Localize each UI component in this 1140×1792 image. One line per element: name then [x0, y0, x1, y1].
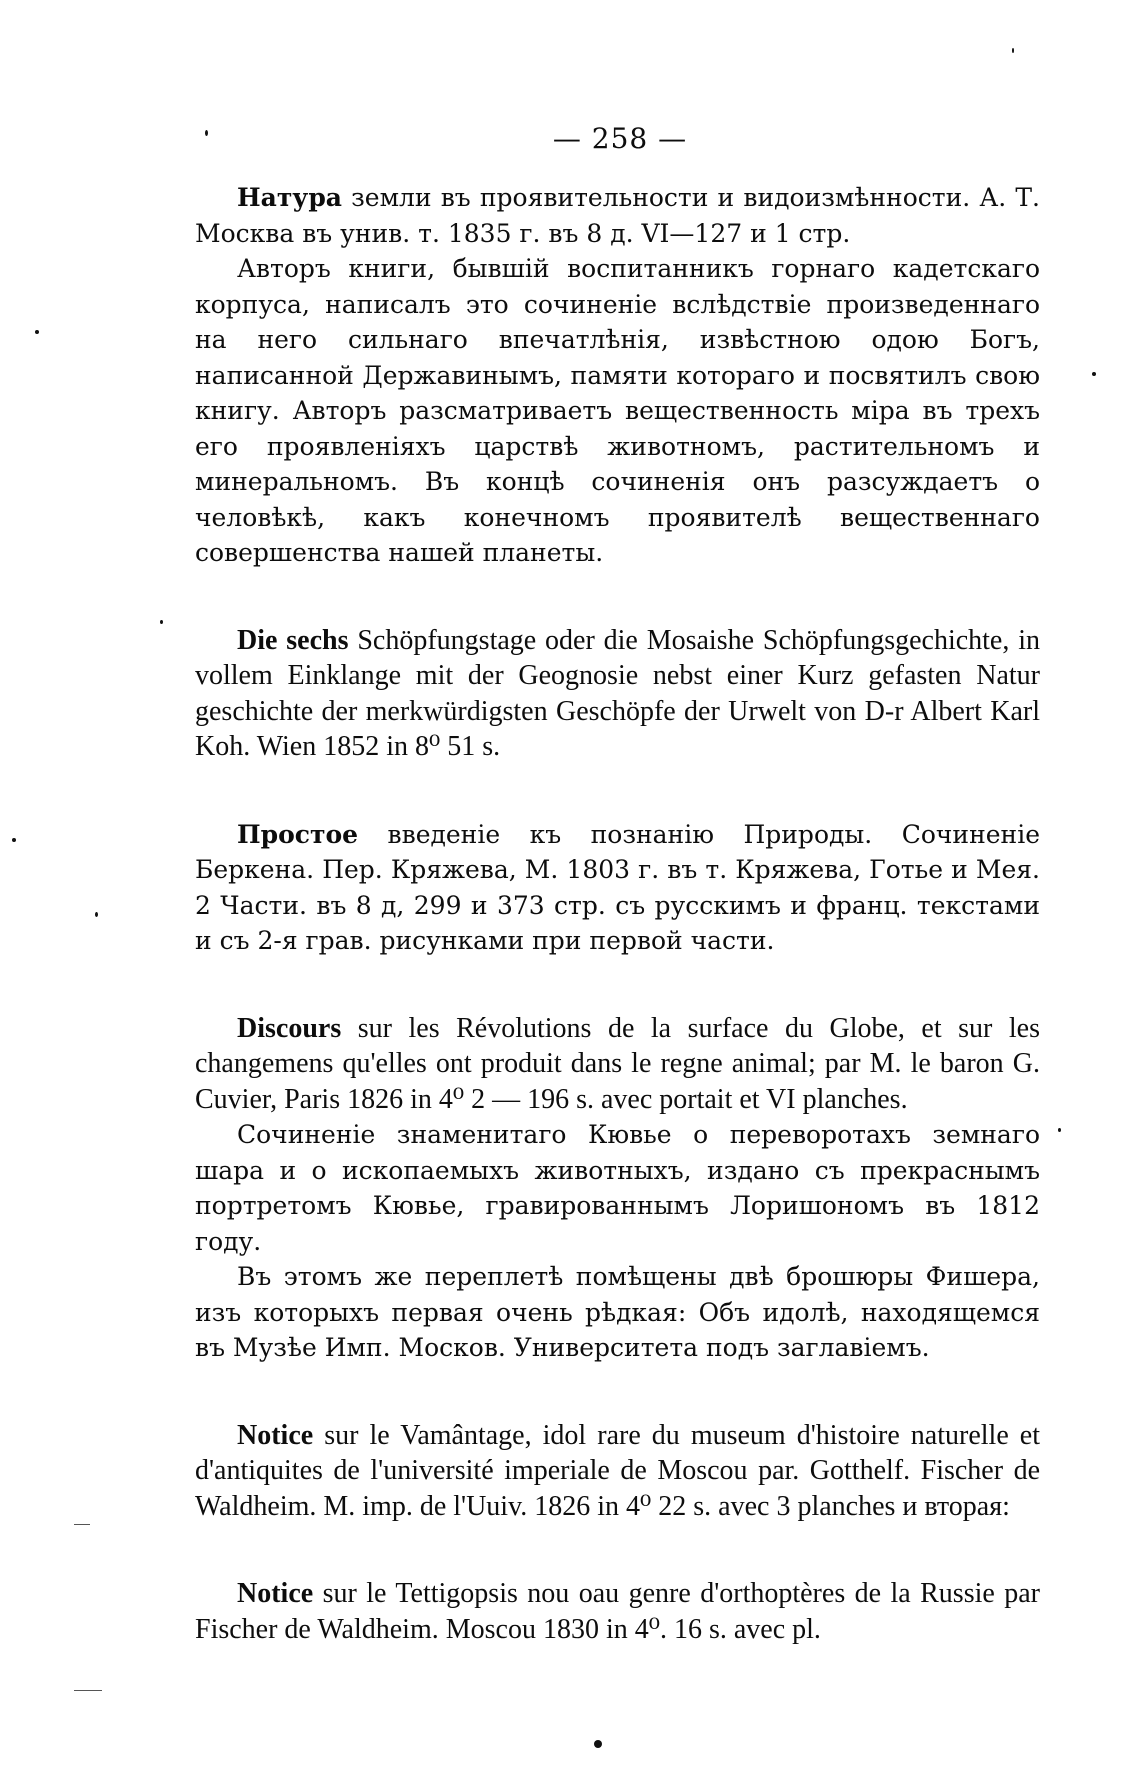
entry-heading: [195, 1418, 1040, 1525]
scan-speck: [594, 1740, 602, 1748]
entry-citation: Schöpfungstage oder die Mosaishe Schöpfungsgechichte, in vollem Einklange mit der Geognosie nebst einer Kurz gefasten Natur geschichte der merkwürdigsten Geschöpfe der Urwelt von D-r Albert Karl Koh. Wien 1852 in 8⁰ 51 s.: [195, 624, 1040, 762]
entry-heading: [195, 1576, 1040, 1647]
entry-heading: [195, 1011, 1040, 1118]
scan-speck: [1012, 48, 1014, 53]
entry-heading: [195, 623, 1040, 765]
entry-citation: sur le Vamântage, idol rare du museum d'histoire naturelle et d'antiquites de l'université imperiale de Moscou par. Gotthelf. Fischer de Waldheim. M. imp. de l'Uuiv. 1826 in 4⁰ 22 s. avec 3 planches и вторая:: [195, 1419, 1040, 1522]
scan-speck: [35, 330, 39, 334]
scan-mark: [74, 1524, 90, 1525]
bibliography-entries: [195, 180, 1040, 1699]
scan-speck: [95, 912, 98, 917]
scan-mark: [74, 1690, 102, 1691]
entry-description: Въ этомъ же переплетѣ помѣщены двѣ брошюры Фишера, изъ которыхъ первая очень рѣдкая: Объ идолѣ, находящемся въ Музѣе Имп. Москов. Университета подъ заглавіемъ.: [195, 1262, 1040, 1362]
scan-speck: [205, 130, 208, 136]
entry-discours: [195, 1011, 1040, 1366]
entry-die-sechs: [195, 623, 1040, 765]
scan-speck: [1092, 372, 1096, 376]
entry-notice-tettigopsis: [195, 1576, 1040, 1647]
entry-citation: sur le Tettigopsis nou oau genre d'orthoptères de la Russie par Fischer de Waldheim. Moscou 1830 in 4⁰. 16 s. avec pl.: [195, 1578, 1040, 1645]
entry-lead-word: Notice: [237, 1578, 314, 1609]
entry-citation: введеніе къ познанію Природы. Сочиненіе Беркена. Пер. Кряжева, М. 1803 г. въ т. Кряжева, Готье и Мея. 2 Части. въ 8 д, 299 и 373 стр. съ русскимъ и франц. текстами и съ 2-я грав. рисунками при первой части.: [195, 819, 1040, 955]
entry-citation: земли въ проявительности и видоизмѣнности. А. Т. Москва въ унив. т. 1835 г. въ 8 д. VI—127 и 1 стр.: [195, 183, 1040, 248]
page-number: — 258 —: [552, 122, 688, 155]
entry-lead-word: Простое: [237, 819, 359, 849]
entry-natura: [195, 180, 1040, 571]
scan-speck: [12, 838, 16, 842]
scan-speck: [1058, 1128, 1061, 1132]
entry-description: Авторъ книги, бывшій воспитанникъ горнаго кадетскаго корпуса, написалъ это сочиненіе вслѣдствіе произведеннаго на него сильнаго впечатлѣнія, извѣстною одою Богъ, написанной Державинымъ, памяти котораго и посвятилъ свою книгу. Авторъ разсматриваетъ вещественность міра въ трехъ его проявленіяхъ царствѣ животномъ, растительномъ и минеральномъ. Въ концѣ сочиненія онъ разсуждаетъ о человѣкѣ, какъ конечномъ проявителѣ вещественнаго совершенства нашей планеты.: [195, 254, 1040, 567]
entry-heading: [195, 817, 1040, 959]
entry-lead-word: Discours: [237, 1012, 342, 1044]
entry-lead-word: Notice: [237, 1419, 314, 1451]
entry-heading: [195, 180, 1040, 251]
entry-description: Сочиненіе знаменитаго Кювье о переворотахъ земнаго шара и о ископаемыхъ животныхъ, издано съ прекраснымъ портретомъ Кювье, гравированнымъ Лоришономъ въ 1812 году.: [195, 1120, 1040, 1256]
entry-notice-vamantage: [195, 1418, 1040, 1525]
entry-lead-word: Натура: [237, 183, 342, 212]
entry-citation: sur les Révolutions de la surface du Globe, et sur les changemens qu'elles ont produit dans le regne animal; par M. le baron G. Cuvier, Paris 1826 in 4⁰ 2 — 196 s. avec portait et VI planches.: [195, 1012, 1040, 1115]
entry-lead-word: Die sechs: [237, 624, 349, 656]
scan-speck: [160, 620, 163, 624]
entry-prostoe: [195, 817, 1040, 959]
